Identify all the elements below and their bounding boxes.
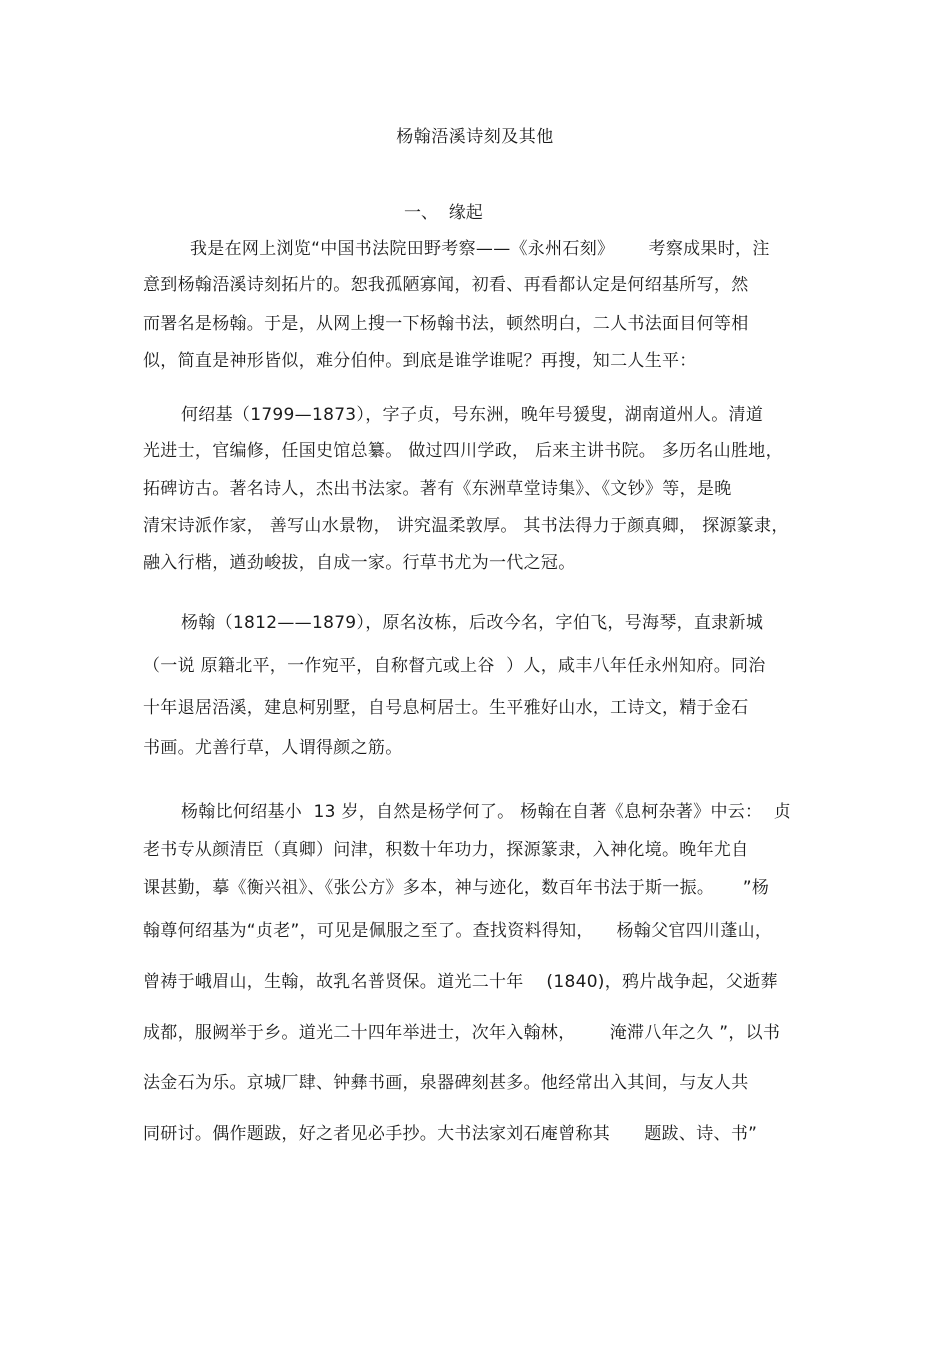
text-line: 翰尊何绍基为“贞老”，可见是佩服之至了。查找资料得知， 杨翰父官四川蓬山， (143, 921, 773, 941)
text-line: 十年退居浯溪，建息柯别墅，自号息柯居士。生平雅好山水，工诗文，精于金石 (143, 698, 749, 718)
text-line: 我是在网上浏览“中国书法院田野考察——《永州石刻》 考察成果时，注 (190, 239, 770, 259)
text-line: 融入行楷，遒劲峻拔，自成一家。行草书尤为一代之冠。 (143, 553, 576, 573)
text-line: 意到杨翰浯溪诗刻拓片的。恕我孤陋寡闻，初看、再看都认定是何绍基所写，然 (143, 275, 749, 295)
text-line: 拓碑访古。著名诗人，杰出书法家。著有《东洲草堂诗集》、《文钞》等，是晚 (143, 479, 732, 499)
text-line: 曾祷于峨眉山，生翰，故乳名普贤保。道光二十年 (1840)，鸦片战争起，父逝葬 (143, 972, 778, 992)
text-line: 同研讨。偶作题跋，好之者见必手抄。大书法家刘石庵曾称其 题跋、诗、书” (143, 1124, 758, 1144)
text-line: 法金石为乐。京城厂肆、钟彝书画，泉器碑刻甚多。他经常出入其间，与友人共 (143, 1073, 749, 1093)
text-line: 何绍基（1799—1873），字子贞，号东洲，晚年号猨叟，湖南道州人。清道 (181, 405, 764, 425)
text-line: 光进士，官编修，任国史馆总纂。 做过四川学政， 后来主讲书院。 多历名山胜地， (143, 441, 783, 461)
section-heading: 一、 缘起 (404, 203, 483, 223)
text-line: 清宋诗派作家， 善写山水景物， 讲究温柔敦厚。 其书法得力于颜真卿， 探源篆隶， (143, 516, 789, 536)
text-line: （一说 原籍北平，一作宛平，自称督亢或上谷 ）人，咸丰八年任永州知府。同治 (143, 656, 766, 676)
text-line: 而署名是杨翰。于是，从网上搜一下杨翰书法，顿然明白，二人书法面目何等相 (143, 314, 749, 334)
text-line: 成都，服阙举于乡。道光二十四年举进士，次年入翰林， 淹滞八年之久 ”，以书 (143, 1023, 781, 1043)
document-title: 杨翰浯溪诗刻及其他 (396, 127, 554, 147)
text-line: 课甚勤，摹《衡兴祖》、《张公方》多本，神与迹化，数百年书法于斯一振。 ”杨 (143, 878, 770, 898)
text-line: 似，简直是神形皆似，难分伯仲。到底是谁学谁呢？再搜，知二人生平： (143, 351, 697, 371)
text-line: 杨翰（1812——1879），原名汝栋，后改今名，字伯飞，号海琴，直隶新城 (181, 613, 764, 633)
text-line: 老书专从颜清臣（真卿）问津，积数十年功力，探源篆隶，入神化境。晚年尤自 (143, 840, 749, 860)
text-line: 杨翰比何绍基小 13 岁，自然是杨学何了。 杨翰在自著《息柯杂著》中云： 贞 (181, 802, 792, 822)
text-line: 书画。尤善行草，人谓得颜之筋。 (143, 738, 403, 758)
